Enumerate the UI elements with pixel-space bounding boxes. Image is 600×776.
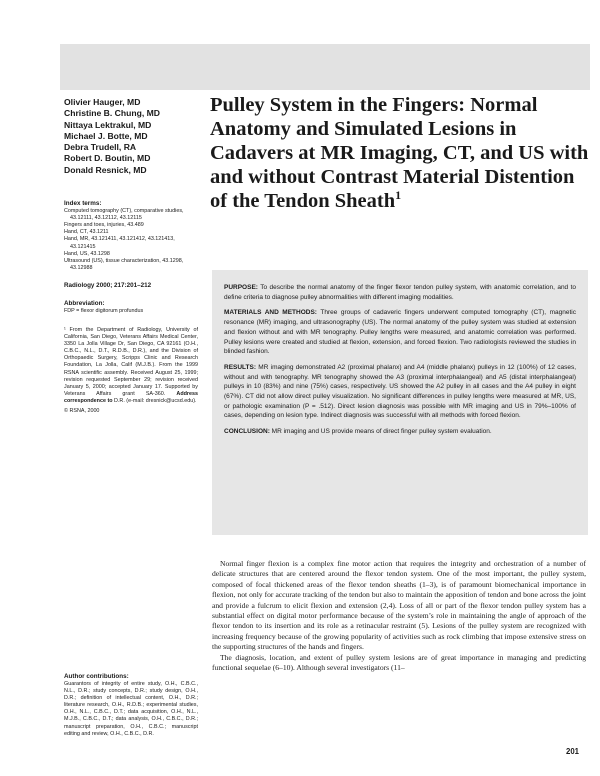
abstract-conclusion (224, 427, 576, 437)
index-term: Hand, CT, 43.1211 (64, 229, 109, 236)
address-label: Address correspondence to (64, 390, 198, 404)
author: Debra Trudell, RA (64, 142, 137, 153)
address-text: D.R. (e-mail: dresnick@ucsd.edu). (114, 397, 197, 404)
affiliation-text: ¹ From the Department of Radiology, University of California, San Diego, Veterans Affairs Medical Center, 3350 La Jolla Village Dr, San Diego, CA 92161 (O.H., C.B.C., N.L., D.T., R.D.B., D.R.), and the Division of Orthopaedic Surgery, Scripps Clinic and Research Foundation, La Jolla, Calif (M.J.B.). From the 1999 RSNA scientific assembly. Received August 25, 1999; revision requested September 29; revision received January 5, 2000; accepted January 17. Supported by Veterans Affairs grant SA-360. (64, 327, 198, 397)
abstract-label: PURPOSE: (224, 284, 258, 291)
index-term: Hand, US, 43.1298 (64, 250, 110, 257)
contributions-text: Guarantors of integrity of entire study, O.H., C.B.C., N.L., D.R.; study concepts, D.R.; study design, O.H., D.R.; definition of intellectual content, O.H., D.R.; literature research, O.H., R.D.B.; experimental studies, O.H., N.L., C.B.C., D.T.; data acquisition, O.H., N.L., M.J.B., C.B.C., D.T.; data analysis, O.H., C.B.C., D.R.; manuscript preparation, O.H., C.B.C.; manuscript editing and review, O.H., C.B.C., D.R. (64, 681, 198, 737)
author: Donald Resnick, MD (64, 164, 147, 175)
author: Robert D. Boutin, MD (64, 153, 151, 164)
abstract-text: MR imaging and US provide means of direct finger pulley system evaluation. (271, 428, 492, 436)
index-term: Computed tomography (CT), comparative studies, 43.12111, 43.12112, 43.12115 (64, 208, 184, 222)
author: Nittaya Lektrakul, MD (64, 119, 152, 130)
index-terms (64, 200, 198, 272)
title-footnote-marker: 1 (395, 188, 402, 203)
abstract-purpose (224, 283, 576, 302)
abstract-text: Three groups of cadaveric fingers underwent computed tomography (CT), magnetic resonance (MR) imaging, and ultrasonography (US). The normal anatomy of the pulley system was studied at extension and flexion without and with MR tenography. Pulley lengths were measured, and anatomic correlation was performed. Pulley lesions were created and studied at flexion, extension, and forced flexion. Two radiologists reviewed the studies in blinded fashion. (224, 309, 576, 356)
title-text: Pulley System in the Fingers: Normal Anatomy and Simulated Lesions in Cadavers at MR Imaging, CT, and US with and without Contrast Material Distention of the Tendon Sheath (210, 94, 589, 212)
abbreviation-text: FDP = flexor digitorum profundus (64, 307, 144, 314)
sidebar-column (64, 95, 198, 737)
index-term: Fingers and toes, injuries, 43.489 (64, 222, 144, 229)
abstract-label: RESULTS: (224, 363, 257, 371)
abstract-label: CONCLUSION: (224, 428, 270, 436)
abstract-text: MR imaging demonstrated A2 (proximal phalanx) and A4 (middle phalanx) pulleys in 12 (100%) of 12 cases, without and with tenography. MR tenography showed the A3 (proximal interphalangeal) and A5 (distal interphalangeal) pulleys in 10 (83%) and nine (75%) cases, respectively. US showed the A2 pulley in all cases and the A4 pulley in eight (67%). CT did not allow direct pulley visualization. No significant differences in pulley lengths were measured at MR, US, or pathologic examination (P = .512). Direct lesion diagnosis was possible with MR imaging and US in 79%–100% of cases, depending on lesion type. Indirect diagnosis was successful with all methods with forced flexion. (224, 363, 576, 420)
body-text (212, 559, 586, 673)
copyright: © RSNA, 2000 (64, 408, 100, 415)
author: Michael J. Botte, MD (64, 130, 148, 141)
author: Christine B. Chung, MD (64, 108, 160, 119)
body-paragraph: The diagnosis, location, and extent of pulley system lesions are of great importance in managing and predicting functional sequelae (6–10). Although several investigators (11– (212, 652, 586, 673)
author-list (64, 97, 198, 176)
contributions-heading: Author contributions: (64, 673, 129, 680)
index-terms-heading: Index terms: (64, 200, 102, 208)
author: Olivier Hauger, MD (64, 97, 141, 107)
index-term: Hand, MR, 43.121411, 43.121412, 43.121413, 43.121415 (64, 236, 175, 250)
abstract-content (224, 283, 576, 443)
abstract-methods (224, 308, 576, 357)
abbreviation-heading: Abbreviation: (64, 299, 105, 307)
page-number: 201 (566, 747, 580, 756)
body-paragraph: Normal finger flexion is a complex fine motor action that requires the integrity and orchestration of a number of delicate structures that are centered around the flexor tendon system. One of the most important, the pulley system, composed of focal thickened areas of the flexor tendon sheaths (1–3), is of paramount biomechanical importance in flexion, not only for accurate tracking of the tendon but also to maintain the apposition of tendon and bone across the joint and provide a fulcrum to elicit flexion and extension (2,4). Loss of all or part of the flexor tendon pulley system has a substantial effect on digital motor performance because of the system’s role in maintaining the angle of approach of the flexor tendon to its insertion and its role as a retinacular restraint (5). Lesions of the pulley system are recognized with increasing frequency because of the growing popularity of activities such as rock climbing that impose extensive stress on the supporting structures of the hands and fingers. (212, 559, 586, 652)
abstract-label: MATERIALS AND METHODS: (224, 309, 317, 317)
index-term: Ultrasound (US), tissue characterization, 43.1298, 43.12988 (64, 257, 184, 271)
author-contributions (64, 673, 198, 738)
header-band (60, 44, 590, 90)
affiliation-footnote (64, 327, 198, 405)
abstract-results (224, 363, 576, 421)
article-title (210, 93, 590, 213)
abstract-box (212, 270, 588, 535)
abstract-text: To describe the normal anatomy of the finger flexor tendon pulley system, with anatomic correlation, and to define criteria to diagnose pulley abnormalities with different imaging modalities. (224, 284, 576, 301)
abbreviation (64, 300, 198, 315)
citation: Radiology 2000; 217:201–212 (64, 281, 152, 289)
